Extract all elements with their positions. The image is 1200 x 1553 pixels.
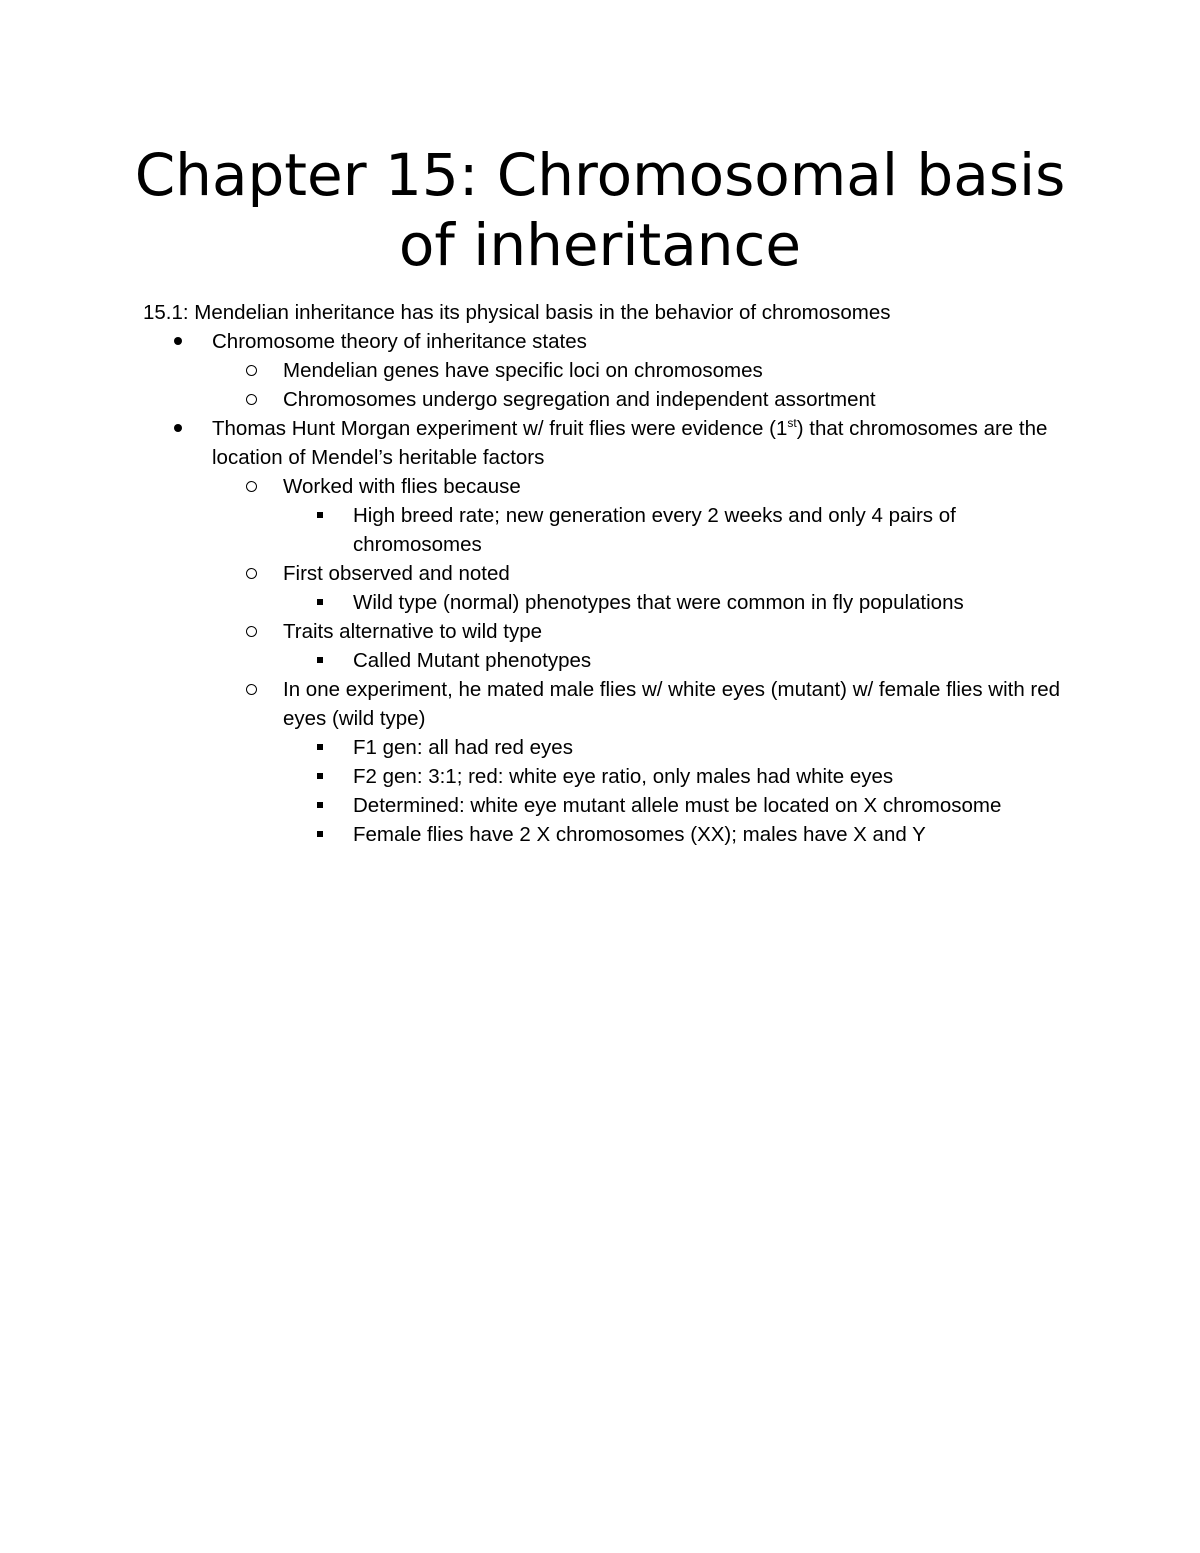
bullet-circle-icon [246, 356, 257, 385]
list-item-text: Mendelian genes have specific loci on chromosomes [283, 359, 763, 382]
list-item-text: In one experiment, he mated male flies w/ white eyes (mutant) w/ female flies with red eyes (wild type) [283, 678, 1061, 730]
list-item-text: Called Mutant phenotypes [353, 649, 592, 672]
list-item-text: F2 gen: 3:1; red: white eye ratio, only males had white eyes [353, 765, 894, 788]
bullet-square-icon [317, 791, 323, 820]
list-item-text: Wild type (normal) phenotypes that were common in fly populations [353, 591, 964, 614]
bullet-square-icon [317, 762, 323, 791]
bullet-circle-icon [246, 617, 257, 646]
list-item-text [212, 417, 1047, 469]
list-item [143, 501, 1063, 559]
notes-body [143, 298, 1063, 849]
list-item-text-part: Thomas Hunt Morgan experiment w/ fruit flies were evidence (1 [212, 417, 788, 440]
bullet-dot-icon [174, 327, 182, 356]
bullet-circle-icon [246, 559, 257, 588]
list-item [143, 588, 1063, 617]
bullet-circle-icon [246, 675, 257, 704]
list-item [143, 356, 1063, 385]
bullet-square-icon [317, 820, 323, 849]
list-item [143, 617, 1063, 646]
list-item-text: Chromosome theory of inheritance states [212, 330, 587, 353]
bullet-square-icon [317, 733, 323, 762]
bullet-square-icon [317, 501, 323, 530]
list-item [143, 762, 1063, 791]
page-title [100, 140, 1100, 280]
list-item [143, 646, 1063, 675]
title-line-1: Chapter 15: Chromosomal basis [134, 141, 1066, 209]
bullet-square-icon [317, 646, 323, 675]
list-item-text: Determined: white eye mutant allele must be located on X chromosome [353, 794, 1002, 817]
list-item [143, 327, 1063, 356]
bullet-circle-icon [246, 385, 257, 414]
list-item-text: First observed and noted [283, 562, 510, 585]
list-item [143, 733, 1063, 762]
list-item-text: Traits alternative to wild type [283, 620, 543, 643]
list-item-text: Worked with flies because [283, 475, 521, 498]
superscript-ordinal: st [787, 416, 797, 430]
list-item [143, 559, 1063, 588]
list-item-text: F1 gen: all had red eyes [353, 736, 573, 759]
bullet-dot-icon [174, 414, 182, 443]
list-item [143, 414, 1063, 472]
list-item [143, 675, 1063, 733]
section-heading: 15.1: Mendelian inheritance has its physical basis in the behavior of chromosomes [143, 301, 891, 324]
list-item-text: Chromosomes undergo segregation and independent assortment [283, 388, 876, 411]
list-item [143, 791, 1063, 820]
list-item-text: Female flies have 2 X chromosomes (XX); males have X and Y [353, 823, 926, 846]
title-line-2: of inheritance [398, 211, 802, 279]
list-item [143, 820, 1063, 849]
bullet-square-icon [317, 588, 323, 617]
list-item-text-part: ) that chromosomes are the location of Mendel’s heritable factors [212, 417, 1048, 469]
list-item [143, 472, 1063, 501]
list-item-text: High breed rate; new generation every 2 weeks and only 4 pairs of chromosomes [353, 504, 956, 556]
list-item [143, 385, 1063, 414]
bullet-circle-icon [246, 472, 257, 501]
